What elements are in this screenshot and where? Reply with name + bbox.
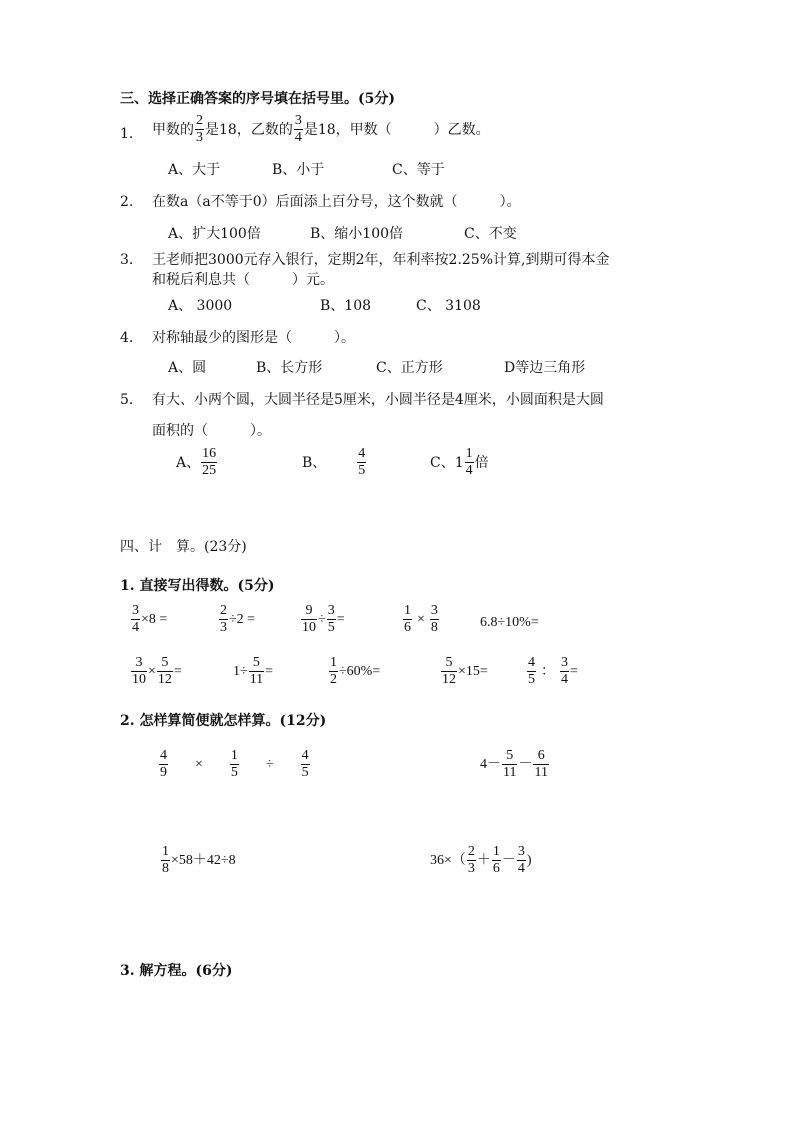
calc-2-4: $\frac{5}{12}$ ×15= xyxy=(442,655,488,687)
sub-3-title: 3. 解方程。(6分) xyxy=(120,963,233,979)
simplify-expr-3: $\frac{1}{8}$ ×58＋42÷8 xyxy=(162,844,236,876)
section-4-title: 四、计 算。(23分) xyxy=(120,539,247,555)
q4-text: 对称轴最少的图形是（ ）。 xyxy=(152,330,355,346)
q1-number: 1. xyxy=(120,126,134,142)
q1-part2: 是18，乙数的 xyxy=(205,121,293,138)
calc-1-3: $\frac{9}{10}$ ÷ $\frac{3}{5}$ = xyxy=(302,603,345,635)
q1-part3: 是18，甲数（ ）乙数。 xyxy=(303,121,490,138)
q4-option-c: C、正方形 xyxy=(376,360,443,376)
q5-line-1: 有大、小两个圆，大圆半径是5厘米，小圆半径是4厘米，小圆面积是大圆 xyxy=(152,392,604,408)
q5-option-a-fraction: $\frac{16}{25}$ xyxy=(202,446,217,478)
q4-number: 4. xyxy=(120,330,134,346)
q5-line-2: 面积的（ ）。 xyxy=(152,423,271,439)
q3-option-b: B、108 xyxy=(320,298,372,314)
q1-option-c: C、等于 xyxy=(392,162,445,178)
q5-option-b: B、 $\frac{4}{5}$ xyxy=(302,446,366,478)
sub-2-title: 2. 怎样算简便就怎样算。(12分) xyxy=(120,713,327,729)
simplify-expr-4: 36×（ $\frac{2}{3}$ ＋ $\frac{1}{6}$ － $\frac{3}{4}$ ) xyxy=(430,844,532,876)
calc-1-1: $\frac{3}{4}$ ×8 = xyxy=(132,603,168,635)
sub-1-title: 1. 直接写出得数。(5分) xyxy=(120,578,275,594)
q4-option-a: A、圆 xyxy=(168,360,207,376)
calc-2-5: $\frac{4}{5}$ ： $\frac{3}{4}$ = xyxy=(528,655,578,687)
simplify-expr-2: 4－ $\frac{5}{11}$ － $\frac{6}{11}$ xyxy=(480,748,548,780)
q4-option-d: D等边三角形 xyxy=(504,360,586,376)
q1-option-a: A、大于 xyxy=(168,162,221,178)
q2-number: 2. xyxy=(120,194,134,210)
q3-option-a: A、 3000 xyxy=(168,298,233,314)
q3-number: 3. xyxy=(120,252,134,268)
calc-2-1: $\frac{3}{10}$ × $\frac{5}{12}$ = xyxy=(132,655,182,687)
q1-fraction-1: $\frac{2}{3}$ xyxy=(196,113,203,145)
q5-option-a: A、 $\frac{16}{25}$ xyxy=(176,446,217,478)
calc-2-3: $\frac{1}{2}$ ÷60%= xyxy=(330,655,381,687)
q2-option-b: B、缩小100倍 xyxy=(310,226,404,242)
q5-number: 5. xyxy=(120,392,134,408)
q5-option-c: C、1 $\frac{1}{4}$ 倍 xyxy=(430,446,489,478)
q2-option-a: A、扩大100倍 xyxy=(168,226,261,242)
q4-option-b: B、长方形 xyxy=(256,360,323,376)
simplify-expr-1: $\frac{4}{9}$ × $\frac{1}{5}$ ÷ $\frac{4}{5}$ xyxy=(160,748,309,780)
q1-fraction-2: $\frac{3}{4}$ xyxy=(294,113,302,145)
q1-part1: 甲数的 xyxy=(152,121,194,138)
calc-1-2: $\frac{2}{3}$ ÷2 = xyxy=(220,603,256,635)
calc-1-4: $\frac{1}{6}$ × $\frac{3}{8}$ xyxy=(404,603,438,635)
q2-option-c: C、不变 xyxy=(464,226,517,242)
q3-option-c: C、 3108 xyxy=(416,298,481,314)
calc-2-2: 1÷ $\frac{5}{11}$ = xyxy=(233,655,274,687)
q3-line-1: 王老师把3000元存入银行，定期2年，年利率按2.25%计算,到期可得本金 xyxy=(152,252,610,268)
q5-option-c-fraction: $\frac{1}{4}$ xyxy=(465,446,473,478)
q3-line-2: 和税后利息共（ ）元。 xyxy=(152,272,334,288)
calc-1-5: 6.8÷10%= xyxy=(480,615,539,630)
q1-option-b: B、小于 xyxy=(272,162,325,178)
q1-text xyxy=(152,113,490,146)
q5-option-b-fraction: $\frac{4}{5}$ xyxy=(358,446,366,478)
q2-text: 在数a（a不等于0）后面添上百分号，这个数就（ ）。 xyxy=(152,194,521,210)
section-3-title: 三、选择正确答案的序号填在括号里。(5分) xyxy=(120,91,395,107)
